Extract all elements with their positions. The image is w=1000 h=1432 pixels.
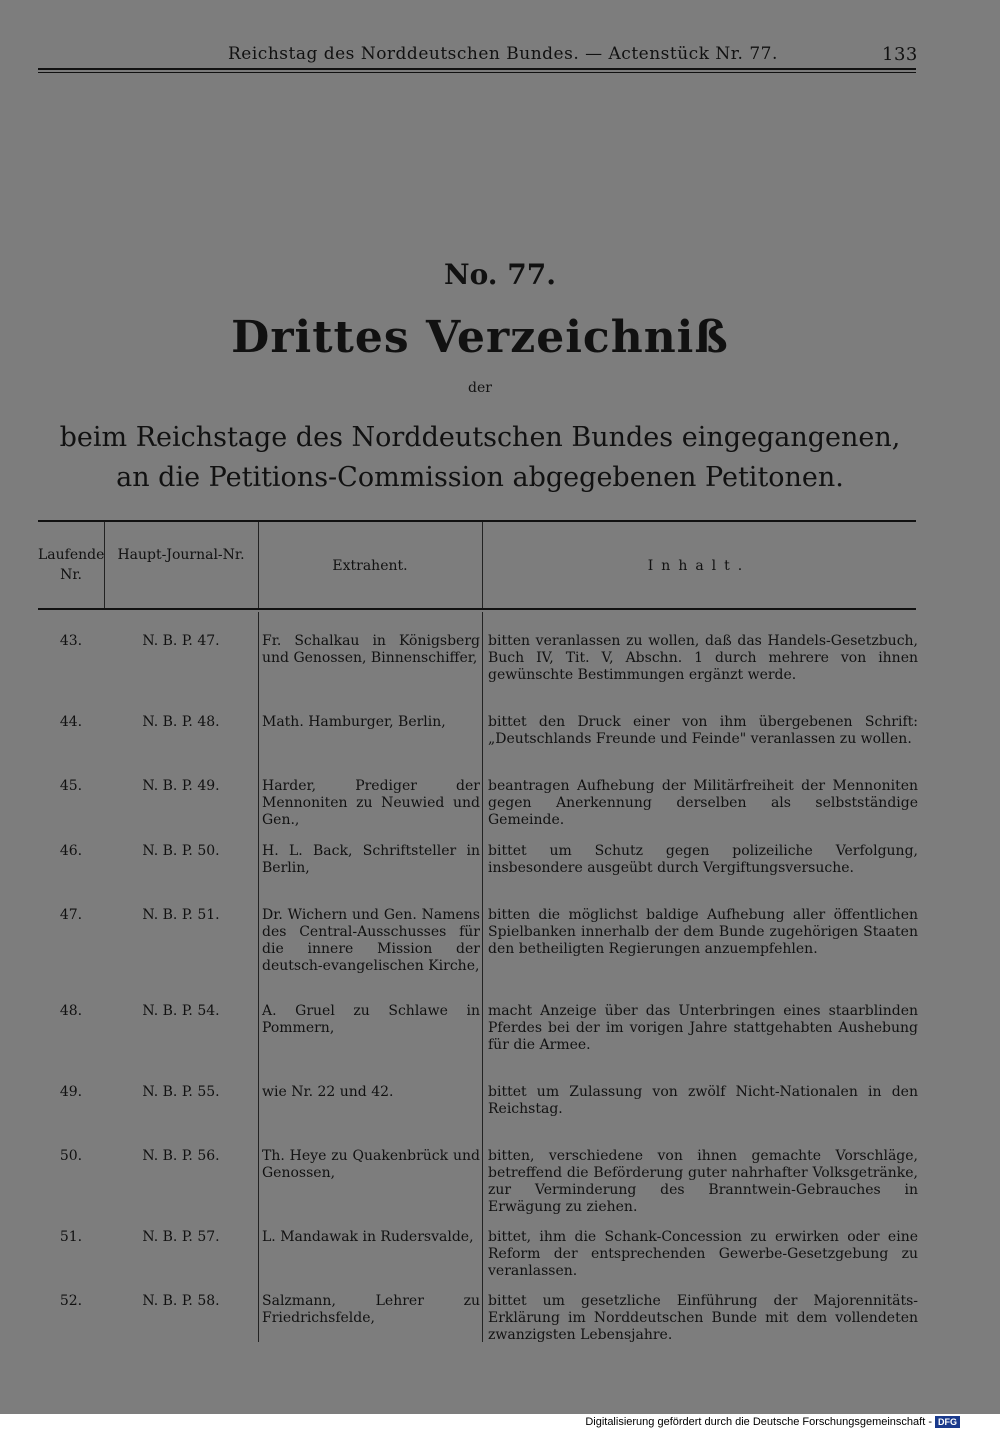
document-title: Drittes Verzeichniß xyxy=(231,312,729,363)
row-number: 49. xyxy=(59,1084,83,1100)
row-number: 50. xyxy=(59,1148,83,1164)
column-divider xyxy=(482,522,483,608)
row-extrahent: H. L. Back, Schriftsteller in Berlin, xyxy=(262,843,480,876)
row-journal-number: N. B. P. 51. xyxy=(142,907,220,923)
row-journal-number: N. B. P. 47. xyxy=(142,633,220,649)
document-subtitle: beim Reichstage des Norddeutschen Bundes eingegangenen, an die Petitions-Commission abgegebenen Petitonen. xyxy=(59,422,901,493)
row-journal-number: N. B. P. 57. xyxy=(142,1229,220,1245)
footer-text: Digitalisierung gefördert durch die Deutsche Forschungsgemeinschaft - xyxy=(585,1416,932,1428)
row-extrahent: Harder, Prediger der Mennoniten zu Neuwied und Gen., xyxy=(262,778,480,828)
row-extrahent: Th. Heye zu Quakenbrück und Genossen, xyxy=(262,1148,480,1181)
page-number: 133 xyxy=(882,44,918,65)
row-inhalt: bittet um gesetzliche Einführung der Majorennitäts-Erklärung im Norddeutschen Bunde mit dem vollendeten zwanzigsten Lebensjahre. xyxy=(488,1293,918,1343)
header-rule xyxy=(38,68,916,70)
row-number: 47. xyxy=(59,907,83,923)
running-title: Reichstag des Norddeutschen Bundes. — Actenstück Nr. 77. xyxy=(228,44,778,64)
row-number: 45. xyxy=(59,778,83,794)
row-number: 43. xyxy=(59,633,83,649)
row-extrahent: Math. Hamburger, Berlin, xyxy=(262,714,446,730)
row-inhalt: bitten die möglichst baldige Aufhebung aller öffentlichen Spielbanken innerhalb der dem Bunde zugehörigen Staaten den betheiligten Regierungen anzuempfehlen. xyxy=(488,907,918,957)
row-journal-number: N. B. P. 48. xyxy=(142,714,220,730)
row-extrahent: A. Gruel zu Schlawe in Pommern, xyxy=(262,1003,480,1036)
row-journal-number: N. B. P. 56. xyxy=(142,1148,220,1164)
column-divider xyxy=(258,612,259,1342)
row-journal-number: N. B. P. 58. xyxy=(142,1293,220,1309)
document-number: No. 77. xyxy=(444,258,556,291)
table-top-rule xyxy=(38,520,916,522)
row-extrahent: Salzmann, Lehrer zu Friedrichsfelde, xyxy=(262,1293,480,1326)
row-extrahent: Fr. Schalkau in Königsberg und Genossen, Binnenschiffer, xyxy=(262,633,480,666)
row-journal-number: N. B. P. 55. xyxy=(142,1084,220,1100)
column-divider xyxy=(482,612,483,1342)
row-number: 44. xyxy=(59,714,83,730)
document-connector: der xyxy=(468,380,492,396)
header-haupt-journal-nr: Haupt-Journal-Nr. xyxy=(117,547,245,563)
header-rule-thin xyxy=(38,72,916,73)
row-extrahent: wie Nr. 22 und 42. xyxy=(262,1084,394,1100)
row-number: 51. xyxy=(59,1229,83,1245)
header-laufende-nr: Laufende Nr. xyxy=(38,547,105,583)
row-inhalt: bittet den Druck einer von ihm übergebenen Schrift: „Deutschlands Freunde und Feinde" veranlassen zu wollen. xyxy=(488,714,918,747)
header-extrahent: Extrahent. xyxy=(332,558,408,574)
row-inhalt: bittet, ihm die Schank-Concession zu erwirken oder eine Reform der entsprechenden Gewerbe-Gesetzgebung zu veranlassen. xyxy=(488,1229,918,1279)
row-journal-number: N. B. P. 54. xyxy=(142,1003,220,1019)
row-journal-number: N. B. P. 50. xyxy=(142,843,220,859)
row-number: 46. xyxy=(59,843,83,859)
column-divider xyxy=(258,522,259,608)
row-extrahent: Dr. Wichern und Gen. Namens des Central-Ausschusses für die innere Mission der deutsch-evangelischen Kirche, xyxy=(262,907,480,974)
row-inhalt: bitten, verschiedene von ihnen gemachte Vorschläge, betreffend die Beförderung guter nahrhafter Volksgetränke, zur Verminderung des Branntwein-Gebrauches in Erwägung zu ziehen. xyxy=(488,1148,918,1215)
header-inhalt: Inhalt. xyxy=(647,558,751,574)
digitization-footer xyxy=(585,1416,960,1428)
column-divider xyxy=(104,522,105,608)
row-number: 48. xyxy=(59,1003,83,1019)
row-inhalt: bittet um Zulassung von zwölf Nicht-Nationalen in den Reichstag. xyxy=(488,1084,918,1117)
row-journal-number: N. B. P. 49. xyxy=(142,778,220,794)
header-bottom-rule xyxy=(38,608,916,610)
row-number: 52. xyxy=(59,1293,83,1309)
row-extrahent: L. Mandawak in Rudersvalde, xyxy=(262,1229,474,1245)
row-inhalt: bitten veranlassen zu wollen, daß das Handels-Gesetzbuch, Buch IV, Tit. V, Abschn. 1 durch mehrere von ihnen gewünschte Bestimmungen ergänzt werde. xyxy=(488,633,918,683)
row-inhalt: bittet um Schutz gegen polizeiliche Verfolgung, insbesondere ausgeübt durch Vergiftungsversuche. xyxy=(488,843,918,876)
row-inhalt: macht Anzeige über das Unterbringen eines staarblinden Pferdes bei der im vorigen Jahre stattgehabten Aushebung für die Armee. xyxy=(488,1003,918,1053)
row-inhalt: beantragen Aufhebung der Militärfreiheit der Mennoniten gegen Anerkennung derselben als selbstständige Gemeinde. xyxy=(488,778,918,828)
dfg-logo: DFG xyxy=(935,1416,960,1428)
